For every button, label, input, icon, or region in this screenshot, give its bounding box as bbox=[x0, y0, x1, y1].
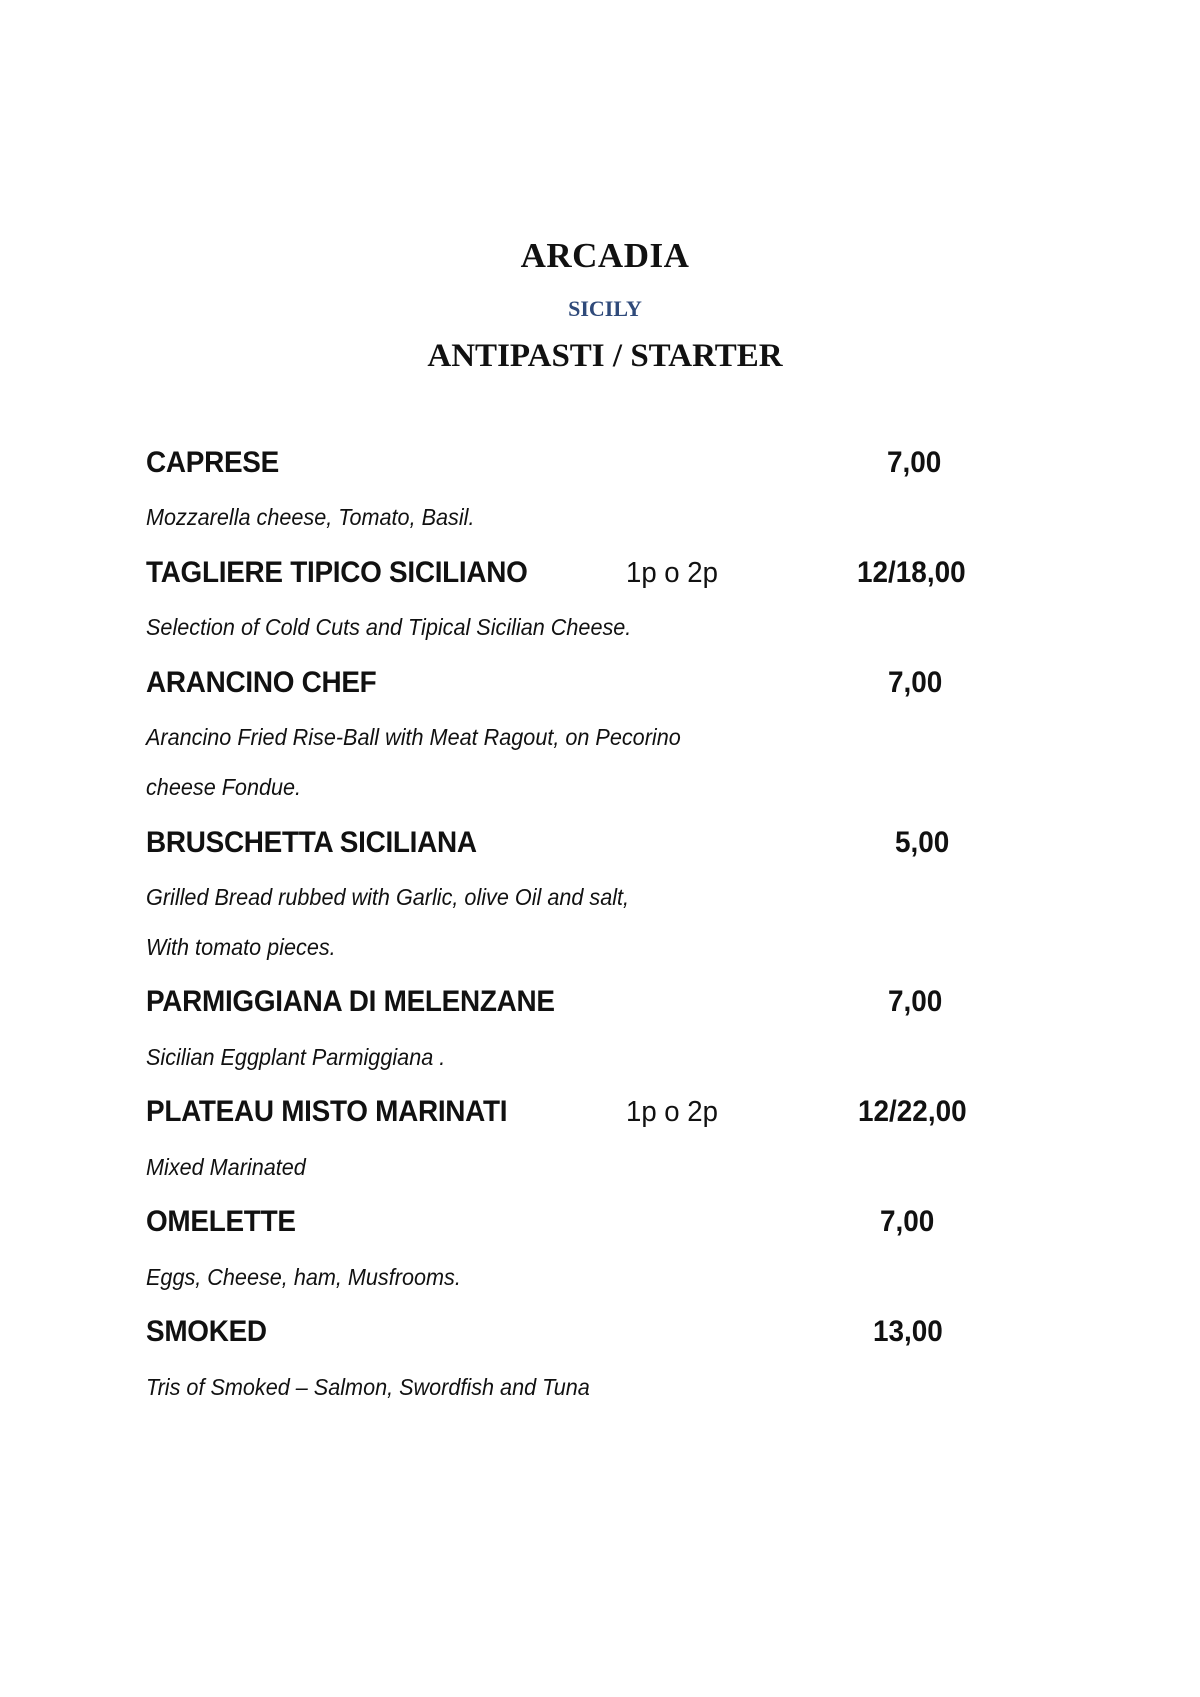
menu-item-description: Mixed Marinated bbox=[146, 1154, 306, 1180]
menu-item-description: Arancino Fried Rise-Ball with Meat Ragout, on Pecorino bbox=[146, 724, 681, 750]
menu-item-description: Sicilian Eggplant Parmiggiana . bbox=[146, 1044, 446, 1070]
menu-item-price: 7,00 bbox=[887, 446, 942, 479]
menu-item-price: 7,00 bbox=[888, 985, 943, 1018]
menu-item-portion: 1p o 2p bbox=[626, 1096, 718, 1128]
menu-item-price: 12/18,00 bbox=[857, 556, 966, 589]
menu-item-name: BRUSCHETTA SICILIANA bbox=[146, 826, 477, 859]
section-title: ANTIPASTI / STARTER bbox=[427, 338, 783, 374]
menu-item-price: 5,00 bbox=[895, 826, 950, 859]
menu-item-name: PARMIGGIANA DI MELENZANE bbox=[146, 985, 555, 1018]
menu-item-name: SMOKED bbox=[146, 1315, 267, 1348]
menu-item-description: Eggs, Cheese, ham, Musfrooms. bbox=[146, 1264, 461, 1290]
menu-item-name: ARANCINO CHEF bbox=[146, 666, 377, 699]
menu-item-description: With tomato pieces. bbox=[146, 934, 336, 960]
menu-item-description: Selection of Cold Cuts and Tipical Sicilian Cheese. bbox=[146, 614, 632, 640]
restaurant-title: ARCADIA bbox=[520, 236, 690, 275]
menu-item-name: CAPRESE bbox=[146, 446, 279, 479]
menu-item-name: OMELETTE bbox=[146, 1205, 296, 1238]
menu-item-name: TAGLIERE TIPICO SICILIANO bbox=[146, 556, 528, 589]
menu-item-price: 7,00 bbox=[880, 1205, 935, 1238]
menu-item-portion: 1p o 2p bbox=[626, 557, 718, 589]
menu-item-price: 7,00 bbox=[888, 666, 943, 699]
menu-item-price: 12/22,00 bbox=[858, 1095, 967, 1128]
menu-item-description: Mozzarella cheese, Tomato, Basil. bbox=[146, 504, 475, 530]
menu-item-description: Grilled Bread rubbed with Garlic, olive Oil and salt, bbox=[146, 884, 630, 910]
menu-item-name: PLATEAU MISTO MARINATI bbox=[146, 1095, 508, 1128]
menu-item-description: Tris of Smoked – Salmon, Swordfish and Tuna bbox=[146, 1374, 590, 1400]
menu-item-price: 13,00 bbox=[873, 1315, 943, 1348]
restaurant-location: SICILY bbox=[568, 296, 642, 321]
menu-item-description: cheese Fondue. bbox=[146, 774, 302, 800]
